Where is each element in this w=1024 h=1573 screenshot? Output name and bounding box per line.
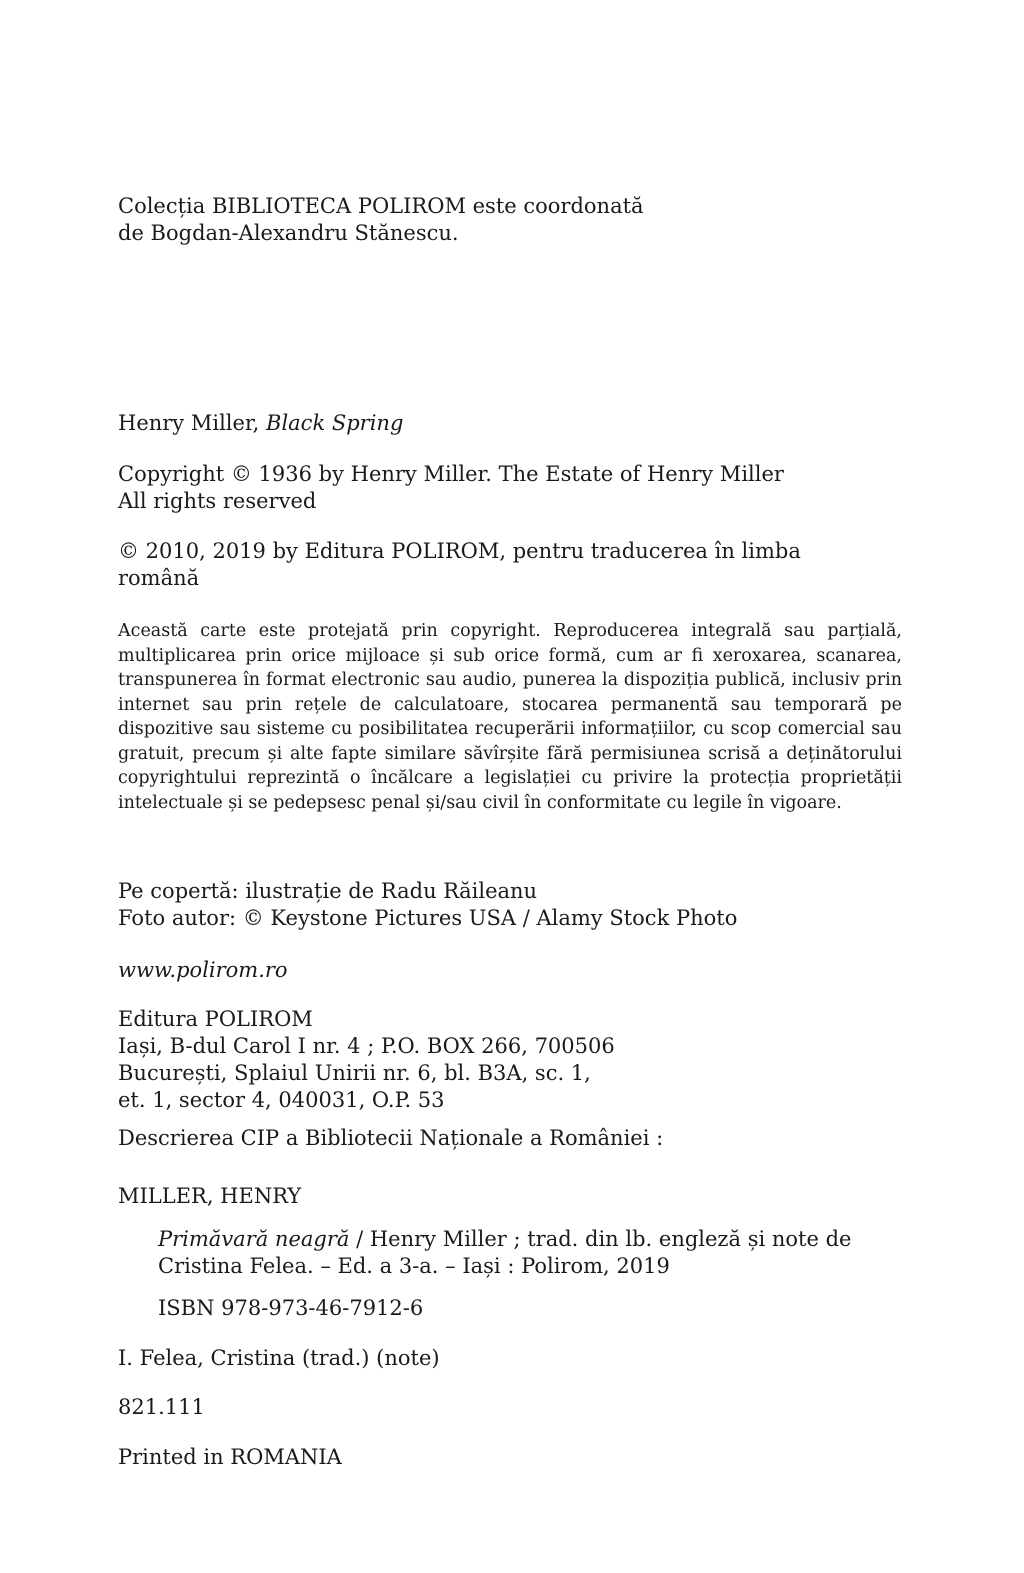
cip-udc	[118, 1394, 918, 1421]
copyright-translation-line-2: română	[118, 566, 200, 590]
cip-author	[118, 1183, 918, 1210]
cip-isbn	[158, 1295, 918, 1322]
original-work	[118, 410, 918, 437]
cip-title: Primăvară neagră	[158, 1227, 350, 1251]
legal-notice	[118, 619, 918, 815]
copyright-translation	[118, 538, 918, 592]
cip-author-text: MILLER, HENRY	[118, 1184, 302, 1208]
copyright-translation-line-1: © 2010, 2019 by Editura POLIROM, pentru traducerea în limba	[118, 539, 801, 563]
publisher-address-bucuresti-2: et. 1, sector 4, 040031, O.P. 53	[118, 1088, 445, 1112]
cip-heading	[118, 1125, 918, 1152]
cover-credit: Pe copertă: ilustrație de Radu Răileanu	[118, 879, 538, 903]
original-author: Henry Miller,	[118, 411, 267, 435]
publisher-address-iasi: Iași, B-dul Carol I nr. 4 ; P.O. BOX 266, 700506	[118, 1034, 615, 1058]
isbn-text: ISBN 978-973-46-7912-6	[158, 1296, 424, 1320]
cip-heading-text: Descrierea CIP a Bibliotecii Naționale a României :	[118, 1126, 664, 1150]
legal-notice-text: Această carte este protejată prin copyright. Reproducerea integrală sau parțială, multiplicarea prin orice mijloace și sub orice formă, cum ar fi xeroxarea, scanarea, transpunerea în format electronic sau audio, punerea la dispoziția publică, inclusiv prin internet sau prin rețele de calculatoare, stocarea permanentă sau temporară pe dispozitive sau sisteme cu posibilitatea recuperării informațiilor, cu scop comercial sau gratuit, precum și alte fapte similare săvîrșite fără permisiunea scrisă a deținătorului copyrightului reprezintă o încălcare a legislației cu privire la protecția proprietății intelectuale și se pedepsesc penal și/sau civil în conformitate cu legile în vigoare.	[118, 621, 902, 813]
copyright-original-line-1: Copyright © 1936 by Henry Miller. The Estate of Henry Miller	[118, 462, 784, 486]
cip-title-rest: / Henry Miller ; trad. din lb. engleză și note de	[349, 1227, 852, 1251]
contributor-text: I. Felea, Cristina (trad.) (note)	[118, 1346, 440, 1370]
website	[118, 957, 918, 984]
website-link[interactable]: www.polirom.ro	[118, 958, 288, 982]
credits	[118, 878, 918, 932]
original-title: Black Spring	[266, 411, 404, 435]
collection-note	[118, 193, 918, 247]
printed-in-text: Printed in ROMANIA	[118, 1445, 342, 1469]
cip-edition: Cristina Felea. – Ed. a 3-a. – Iași : Polirom, 2019	[158, 1254, 670, 1278]
cip-title-entry	[158, 1226, 918, 1280]
publisher-name: Editura POLIROM	[118, 1007, 313, 1031]
collection-note-line-1: Colecția BIBLIOTECA POLIROM este coordonată	[118, 194, 644, 218]
publisher-address	[118, 1006, 918, 1114]
copyright-original	[118, 461, 918, 515]
copyright-original-line-2: All rights reserved	[118, 489, 317, 513]
photo-credit: Foto autor: © Keystone Pictures USA / Alamy Stock Photo	[118, 906, 738, 930]
collection-note-line-2: de Bogdan-Alexandru Stănescu.	[118, 221, 459, 245]
printed-in	[118, 1444, 918, 1471]
cip-contributor	[118, 1345, 918, 1372]
publisher-address-bucuresti: București, Splaiul Unirii nr. 6, bl. B3A, sc. 1,	[118, 1061, 591, 1085]
udc-text: 821.111	[118, 1395, 205, 1419]
